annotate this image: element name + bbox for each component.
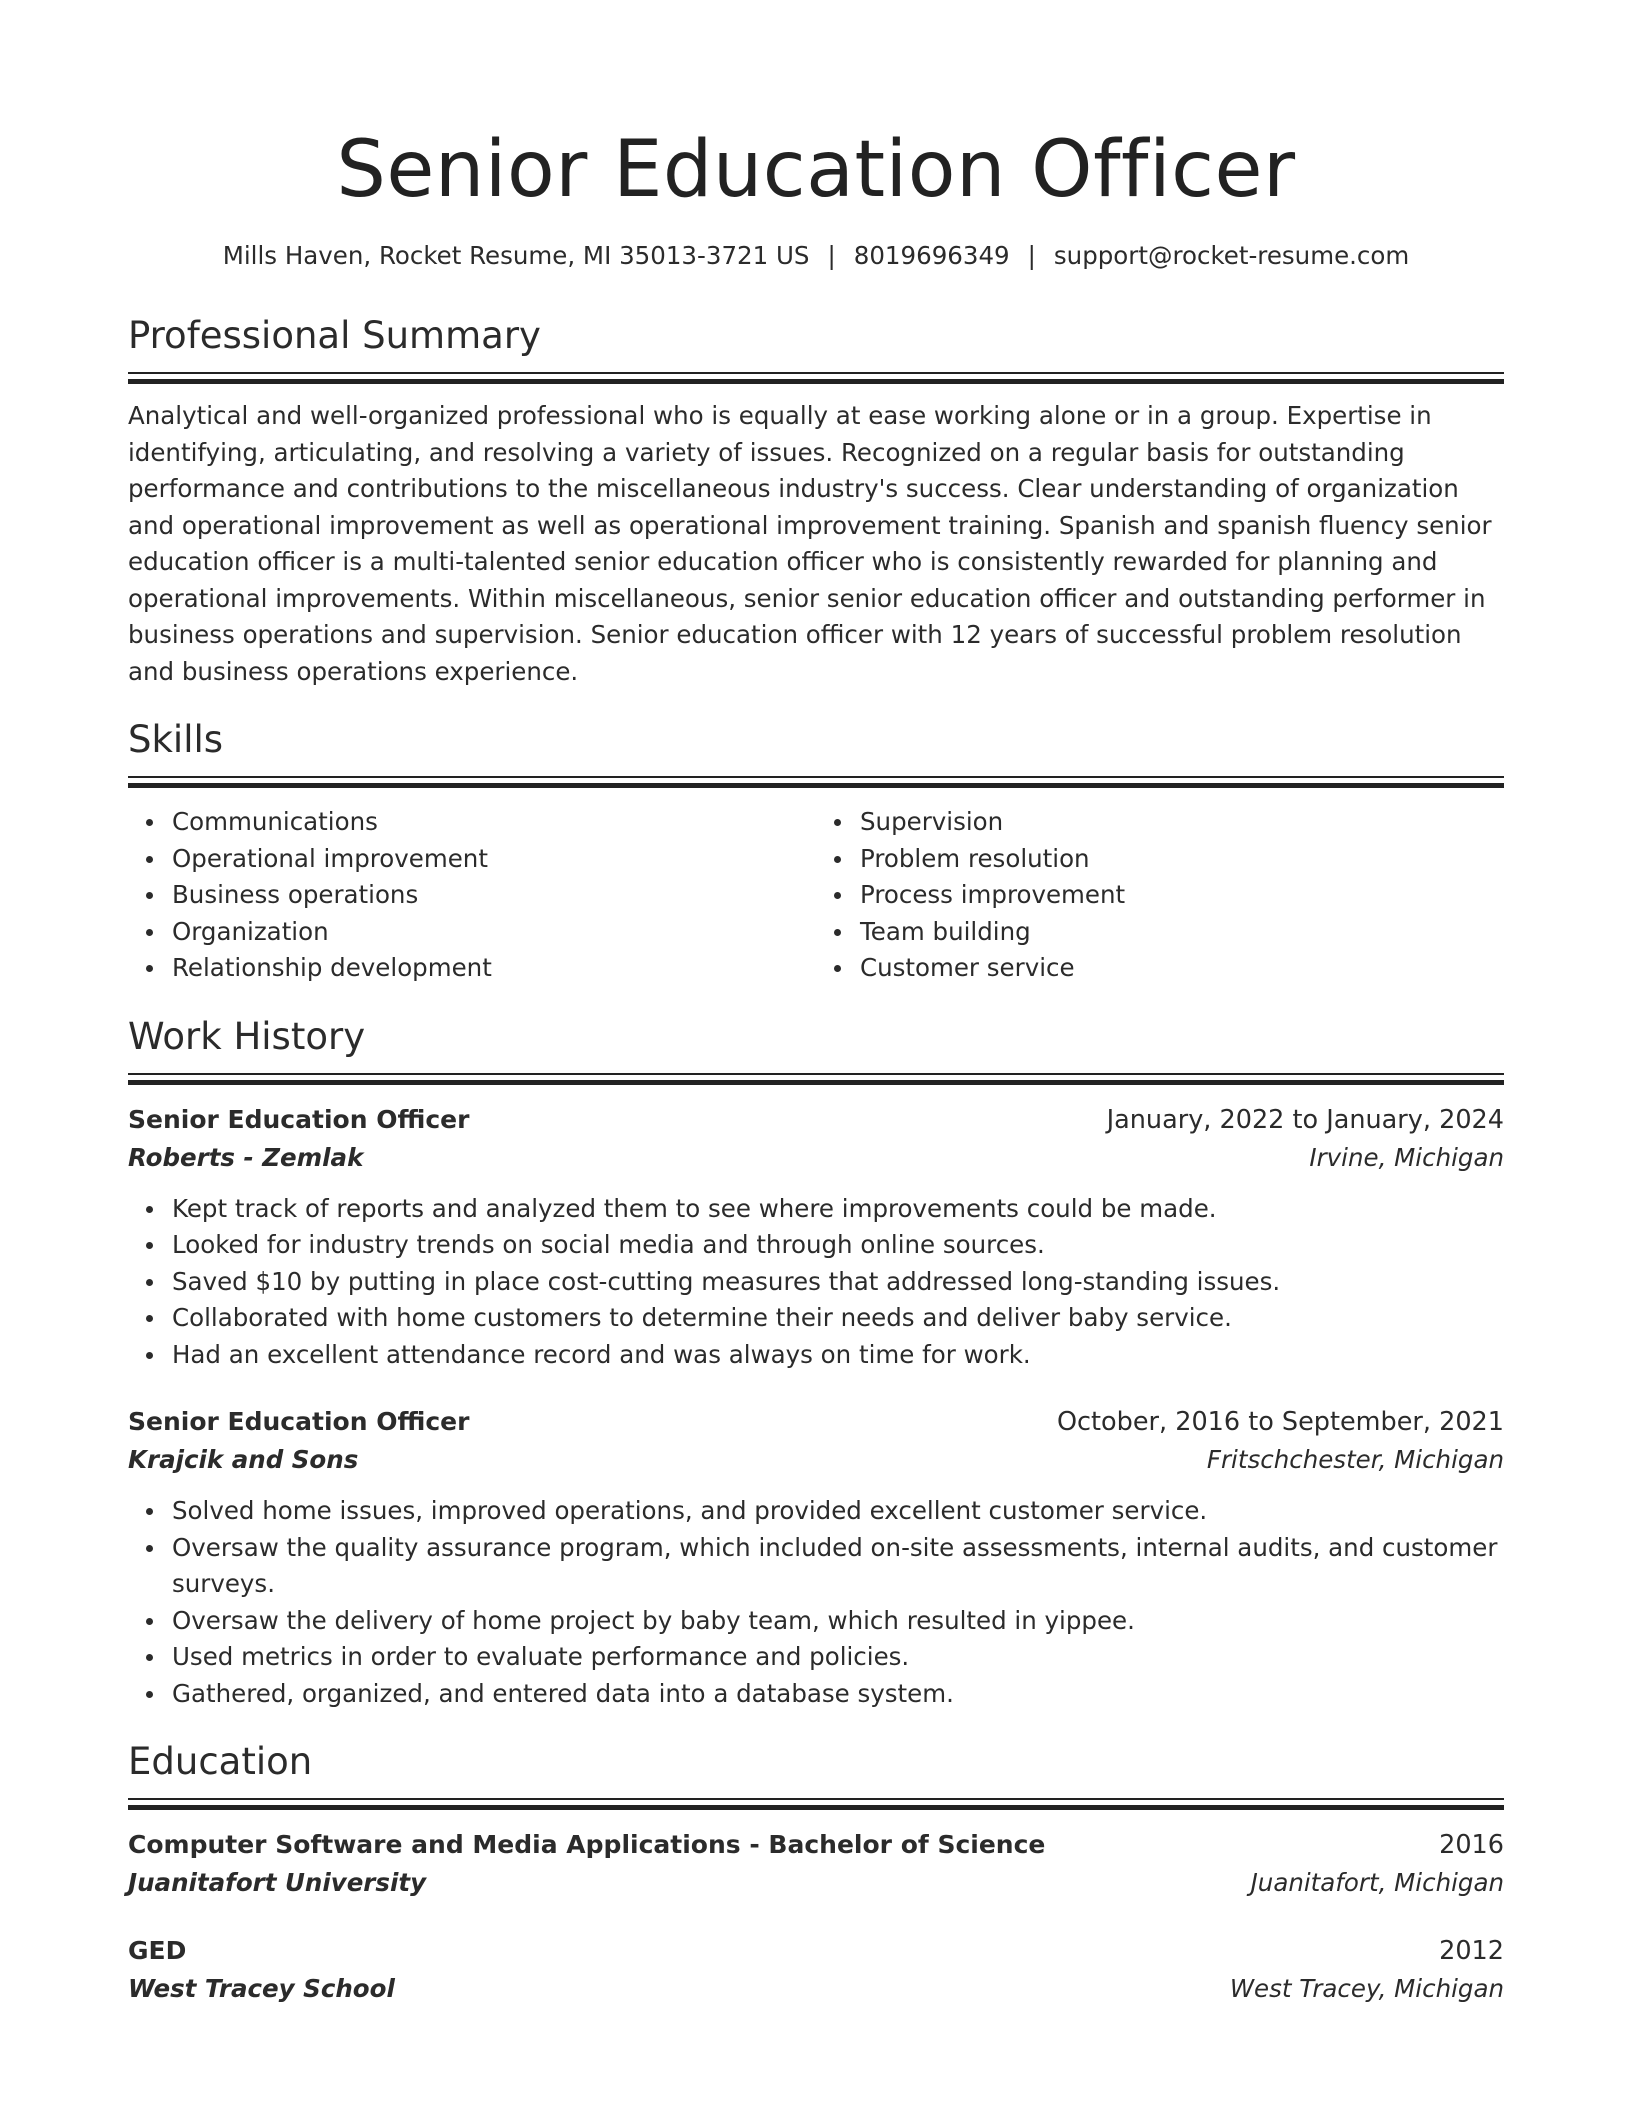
education-section (128, 1738, 1504, 2008)
job-bullet: Had an excellent attendance record and was always on time for work. (172, 1337, 1504, 1374)
contact-phone: 8019696349 (853, 241, 1010, 270)
job-bullet: Kept track of reports and analyzed them to see where improvements could be made. (172, 1191, 1504, 1228)
skill-item: Business operations (172, 877, 816, 914)
job-bullet: Solved home issues, improved operations, and provided excellent customer service. (172, 1493, 1504, 1530)
section-title-work-history: Work History (128, 1014, 366, 1058)
education-school: Juanitafort University (128, 1868, 427, 1897)
section-title-skills: Skills (128, 718, 224, 761)
contact-address: Mills Haven, Rocket Resume, MI 35013-3721 US (222, 241, 810, 270)
section-divider-thick (128, 379, 1504, 384)
section-divider-thick (128, 783, 1504, 788)
contact-separator: | (827, 241, 836, 270)
contact-line (128, 240, 1504, 272)
job-title: Senior Education Officer (128, 1104, 470, 1134)
job-entry (128, 1403, 1504, 1712)
summary-text: Analytical and well-organized professional who is equally at ease working alone or in a group. Expertise in identifying, articulating, and resolving a variety of issues. Recognized on a regular basis for outstanding performance and contributions to the miscellaneous industry's success. Clear understanding of organization and operational improvement as well as operational improvement training. Spanish and spanish fluency senior education officer is a multi-talented senior education officer who is consistently rewarded for planning and operational improvements. Within miscellaneous, senior senior education officer and outstanding performer in business operations and supervision. Senior education officer with 12 years of successful problem resolution and business operations experience. (128, 401, 1492, 686)
skills-list-left (128, 804, 816, 987)
contact-separator: | (1027, 241, 1036, 270)
skill-item: Customer service (860, 950, 1504, 987)
resume-name: Senior Education Officer (336, 125, 1296, 215)
job-entry (128, 1101, 1504, 1374)
skill-item: Team building (860, 914, 1504, 951)
job-bullet: Collaborated with home customers to determine their needs and deliver baby service. (172, 1300, 1504, 1337)
job-bullet: Oversaw the quality assurance program, which included on-site assessments, internal audits, and customer surveys. (172, 1530, 1504, 1603)
skill-item: Organization (172, 914, 816, 951)
job-location: Fritschchester, Michigan (1206, 1445, 1504, 1474)
skill-item: Problem resolution (860, 841, 1504, 878)
job-bullet: Used metrics in order to evaluate performance and policies. (172, 1639, 1504, 1676)
skill-item: Relationship development (172, 950, 816, 987)
skill-item: Operational improvement (172, 841, 816, 878)
contact-email: support@rocket-resume.com (1053, 241, 1410, 270)
education-degree: GED (128, 1936, 187, 1965)
job-bullet: Gathered, organized, and entered data into a database system. (172, 1676, 1504, 1713)
job-bullets (128, 1493, 1504, 1712)
education-school: West Tracey School (128, 1974, 395, 2003)
skill-item: Process improvement (860, 877, 1504, 914)
section-divider (128, 1073, 1504, 1075)
education-location: West Tracey, Michigan (1229, 1974, 1504, 2003)
skill-item: Communications (172, 804, 816, 841)
section-divider-thick (128, 1080, 1504, 1085)
job-dates: October, 2016 to September, 2021 (1056, 1407, 1504, 1437)
education-year: 2016 (1439, 1830, 1504, 1860)
job-bullet: Looked for industry trends on social media and through online sources. (172, 1227, 1504, 1264)
education-entry (128, 1932, 1504, 2008)
education-entry (128, 1826, 1504, 1902)
job-company: Roberts - Zemlak (128, 1142, 364, 1172)
skills-columns (128, 804, 1504, 987)
job-title: Senior Education Officer (128, 1407, 470, 1436)
work-history-section (128, 1013, 1504, 1713)
section-divider (128, 372, 1504, 374)
job-company: Krajcik and Sons (128, 1445, 359, 1474)
summary-section (128, 312, 1504, 690)
job-dates: January, 2022 to January, 2024 (1106, 1104, 1504, 1135)
skills-section (128, 716, 1504, 987)
education-location: Juanitafort, Michigan (1250, 1868, 1504, 1897)
section-divider-thick (128, 1805, 1504, 1810)
skill-item: Supervision (860, 804, 1504, 841)
job-bullet: Oversaw the delivery of home project by baby team, which resulted in yippee. (172, 1603, 1504, 1640)
skills-list-right (816, 804, 1504, 987)
section-title-education: Education (128, 1740, 313, 1783)
section-divider (128, 1798, 1504, 1800)
education-year: 2012 (1439, 1936, 1504, 1966)
education-degree: Computer Software and Media Applications - Bachelor of Science (128, 1830, 1046, 1859)
job-bullets (128, 1191, 1504, 1374)
section-divider (128, 776, 1504, 778)
job-bullet: Saved $10 by putting in place cost-cutting measures that addressed long-standing issues. (172, 1264, 1504, 1301)
job-location: Irvine, Michigan (1309, 1142, 1504, 1172)
section-title-summary: Professional Summary (128, 314, 541, 357)
